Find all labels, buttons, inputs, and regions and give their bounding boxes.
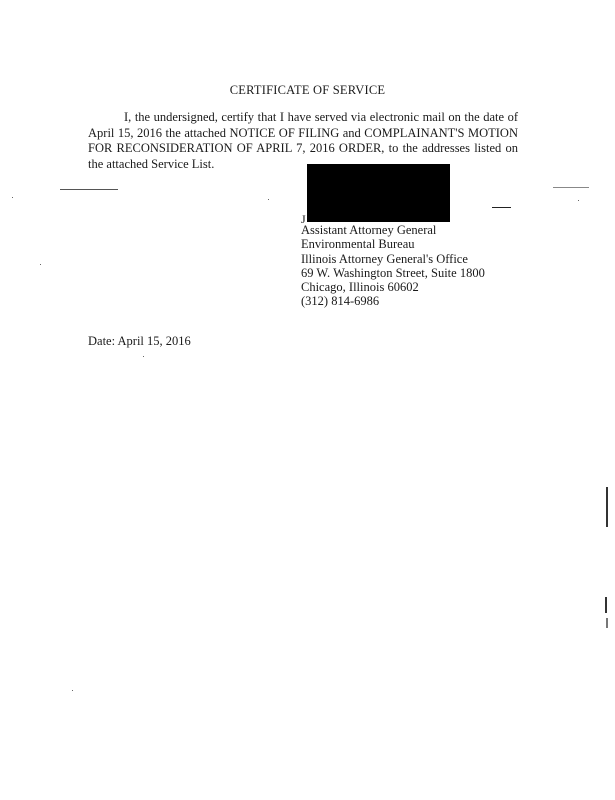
scan-artifact-dash bbox=[553, 187, 589, 188]
signature-block bbox=[301, 223, 485, 309]
scan-speck bbox=[143, 356, 144, 357]
scan-speck bbox=[578, 200, 579, 201]
signer-office: Illinois Attorney General's Office bbox=[301, 251, 468, 266]
signer-street-address: 69 W. Washington Street, Suite 1800 bbox=[301, 265, 485, 280]
document-title: CERTIFICATE OF SERVICE bbox=[229, 83, 386, 97]
scan-speck bbox=[40, 264, 41, 265]
signer-bureau: Environmental Bureau bbox=[301, 237, 415, 252]
certification-paragraph: I, the undersigned, certify that I have served via electronic mail on the date of April 15, 2016 the attached NOTICE OF FILING and COMPLAINANT'S MOTION FOR RECONSIDERATION OF APRIL 7, 2016 ORDER, to the addresses listed on the attached Service List. bbox=[88, 110, 518, 171]
scan-edge-mark bbox=[605, 597, 607, 613]
date-line: Date: April 15, 2016 bbox=[88, 334, 191, 348]
signature-initial: J bbox=[301, 212, 306, 226]
signer-city-state-zip: Chicago, Illinois 60602 bbox=[301, 280, 419, 295]
scan-edge-mark bbox=[606, 618, 608, 628]
scan-speck bbox=[268, 199, 269, 200]
scan-edge-mark bbox=[606, 487, 608, 527]
redacted-signature bbox=[307, 164, 450, 222]
scan-artifact-dash bbox=[60, 189, 118, 190]
scan-speck bbox=[12, 197, 13, 198]
scan-speck bbox=[72, 690, 73, 691]
signer-phone: (312) 814-6986 bbox=[301, 294, 380, 309]
signer-title: Assistant Attorney General bbox=[301, 223, 437, 237]
scan-artifact-dash bbox=[492, 207, 511, 208]
